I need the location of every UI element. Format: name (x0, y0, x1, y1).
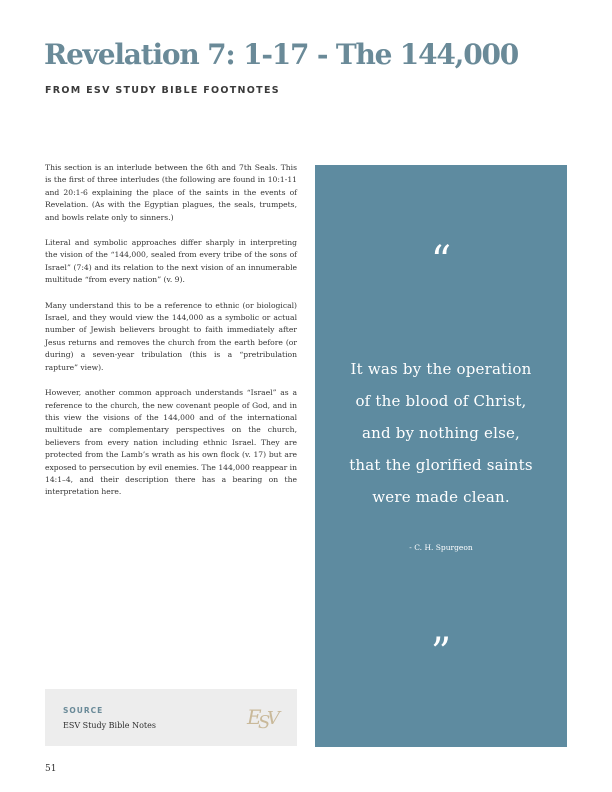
source-label: SOURCE (63, 706, 104, 715)
svg-text:V: V (267, 708, 280, 729)
body-paragraph: This section is an interlude between the 6th and 7th Seals. This is the first of three interludes (the following are found in 10:1-11 and 20:1-6 explaining the place of the saints in the events of Revelation. (As with the Egyptian plagues, the seals, trumpets, and bowls relate only to sinners.) (45, 163, 297, 222)
close-quote-mark: ” (430, 630, 452, 676)
body-text (45, 162, 297, 512)
body-paragraph: Many understand this to be a reference to ethnic (or biological) Israel, and they would view the 144,000 as a symbolic or actual number of Jewish believers brought to faith immediately after Jesus returns and removes the church from the earth before (or during) a seven-year tribulation (this is a “pretribulation rapture” view). (45, 300, 297, 372)
page-title: Revelation 7: 1-17 - The 144,000 (44, 38, 519, 71)
quote-line: were made clean. (372, 488, 510, 506)
quote-panel (315, 165, 567, 747)
source-box (45, 689, 297, 746)
quote-author: - C. H. Spurgeon (409, 543, 473, 552)
quote-line: that the glorified saints (349, 456, 533, 474)
quote-line: It was by the operation (350, 360, 532, 378)
esv-logo-icon (243, 698, 283, 738)
body-paragraph: Literal and symbolic approaches differ sharply in interpreting the vision of the “144,000, sealed from every tribe of the sons of Israel” (7:4) and its relation to the next vision of an innumerable multitude “from every nation” (v. 9). (45, 238, 297, 285)
body-paragraph: However, another common approach understands “Israel” as a reference to the church, the new covenant people of God, and in this view the visions of the 144,000 and of the international multitude are complementary perspectives on the church, believers from every nation including ethnic Israel. They are protected from the Lamb’s wrath as his own flock (v. 17) but are exposed to persecution by evil enemies. The 144,000 reappear in 14:1–4, and their description there has a bearing on the interpretation here. (45, 388, 297, 497)
quote-line: and by nothing else, (361, 424, 521, 442)
quote-text (315, 353, 567, 513)
page-subtitle: FROM ESV STUDY BIBLE FOOTNOTES (45, 85, 280, 96)
svg-text:S: S (258, 712, 271, 733)
svg-text:E: E (247, 705, 262, 729)
page-number: 51 (45, 764, 57, 774)
source-value: ESV Study Bible Notes (63, 721, 156, 730)
open-quote-mark: “ (430, 238, 452, 284)
quote-line: of the blood of Christ, (355, 392, 527, 410)
